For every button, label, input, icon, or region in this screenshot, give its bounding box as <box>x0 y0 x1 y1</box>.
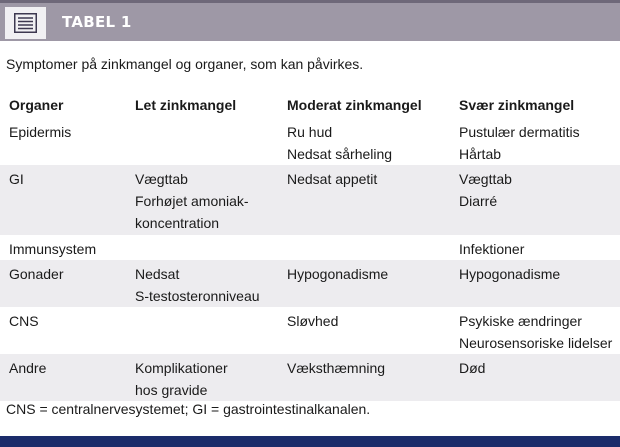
table-cell-svaer <box>450 118 620 165</box>
cell-text-line: Nedsat appetit <box>287 171 378 187</box>
table-cell-organ <box>0 165 126 235</box>
zinc-deficiency-table <box>0 92 620 401</box>
cell-text-line: Ru hud <box>287 124 333 140</box>
cell-text-line: Diarré <box>459 193 498 209</box>
table-cell-svaer <box>450 165 620 235</box>
table-row <box>0 354 620 401</box>
cell-text-line: Andre <box>9 360 47 376</box>
cell-text-line: koncentration <box>135 215 220 231</box>
cell-text-line: Hypogonadisme <box>287 266 389 282</box>
cell-text-line: Komplikationer <box>135 360 228 376</box>
table-cell-organ <box>0 354 126 401</box>
table-row <box>0 307 620 354</box>
table-footnote: CNS = centralnervesystemet; GI = gastrointestinalkanalen. <box>6 401 371 417</box>
table-row <box>0 118 620 165</box>
table-cell-let <box>126 354 278 401</box>
cell-text-line: Væksthæmning <box>287 360 386 376</box>
cell-text-line: Nedsat sårheling <box>287 146 393 162</box>
table-cell-moderat <box>278 165 450 235</box>
table-cell-moderat <box>278 260 450 307</box>
column-header-let: Let zinkmangel <box>135 97 237 113</box>
table-row <box>0 260 620 307</box>
footer-bar <box>0 436 620 447</box>
cell-text-line: CNS <box>9 313 39 329</box>
table-cell-svaer <box>450 307 620 354</box>
table-row <box>0 235 620 260</box>
table-cell-organ <box>0 260 126 307</box>
cell-text-line: Pustulær dermatitis <box>459 124 580 140</box>
table-cell-svaer <box>450 235 620 260</box>
table-cell-let <box>126 118 278 165</box>
table-cell-moderat <box>278 307 450 354</box>
table-cell-let <box>126 165 278 235</box>
cell-text-line: Gonader <box>9 266 64 282</box>
table-cell-moderat <box>278 118 450 165</box>
cell-text-line: Infektioner <box>459 241 525 257</box>
cell-text-line: Psykiske ændringer <box>459 313 582 329</box>
table-cell-organ <box>0 307 126 354</box>
cell-text-line: S-testosteronniveau <box>135 288 260 304</box>
cell-text-line: Sløvhed <box>287 313 339 329</box>
cell-text-line: Neurosensoriske lidelser <box>459 335 613 351</box>
table-title: TABEL 1 <box>62 13 132 31</box>
table-cell-let <box>126 235 278 260</box>
table-cell-let <box>126 260 278 307</box>
table-header-bar <box>0 0 620 41</box>
cell-text-line: Vægttab <box>459 171 512 187</box>
table-cell-svaer <box>450 354 620 401</box>
table-cell-let <box>126 307 278 354</box>
table-cell-organ <box>0 235 126 260</box>
cell-text-line: GI <box>9 171 24 187</box>
cell-text-line: Nedsat <box>135 266 180 282</box>
column-header-moderat: Moderat zinkmangel <box>287 97 422 113</box>
table-cell-moderat <box>278 235 450 260</box>
table-header-row <box>0 92 620 118</box>
table-cell-moderat <box>278 354 450 401</box>
table-cell-svaer <box>450 260 620 307</box>
cell-text-line: Epidermis <box>9 124 72 140</box>
column-header-svaer: Svær zinkmangel <box>459 97 575 113</box>
cell-text-line: Forhøjet amoniak- <box>135 193 249 209</box>
table-row <box>0 165 620 235</box>
table-caption: Symptomer på zinkmangel og organer, som kan påvirkes. <box>6 56 364 72</box>
table-cell-organ <box>0 118 126 165</box>
cell-text-line: Hypogonadisme <box>459 266 561 282</box>
cell-text-line: Død <box>459 360 486 376</box>
cell-text-line: Hårtab <box>459 146 502 162</box>
cell-text-line: hos gravide <box>135 382 208 398</box>
cell-text-line: Vægttab <box>135 171 188 187</box>
column-header-organer: Organer <box>9 97 64 113</box>
cell-text-line: Immunsystem <box>9 241 97 257</box>
document-list-icon <box>5 7 46 39</box>
